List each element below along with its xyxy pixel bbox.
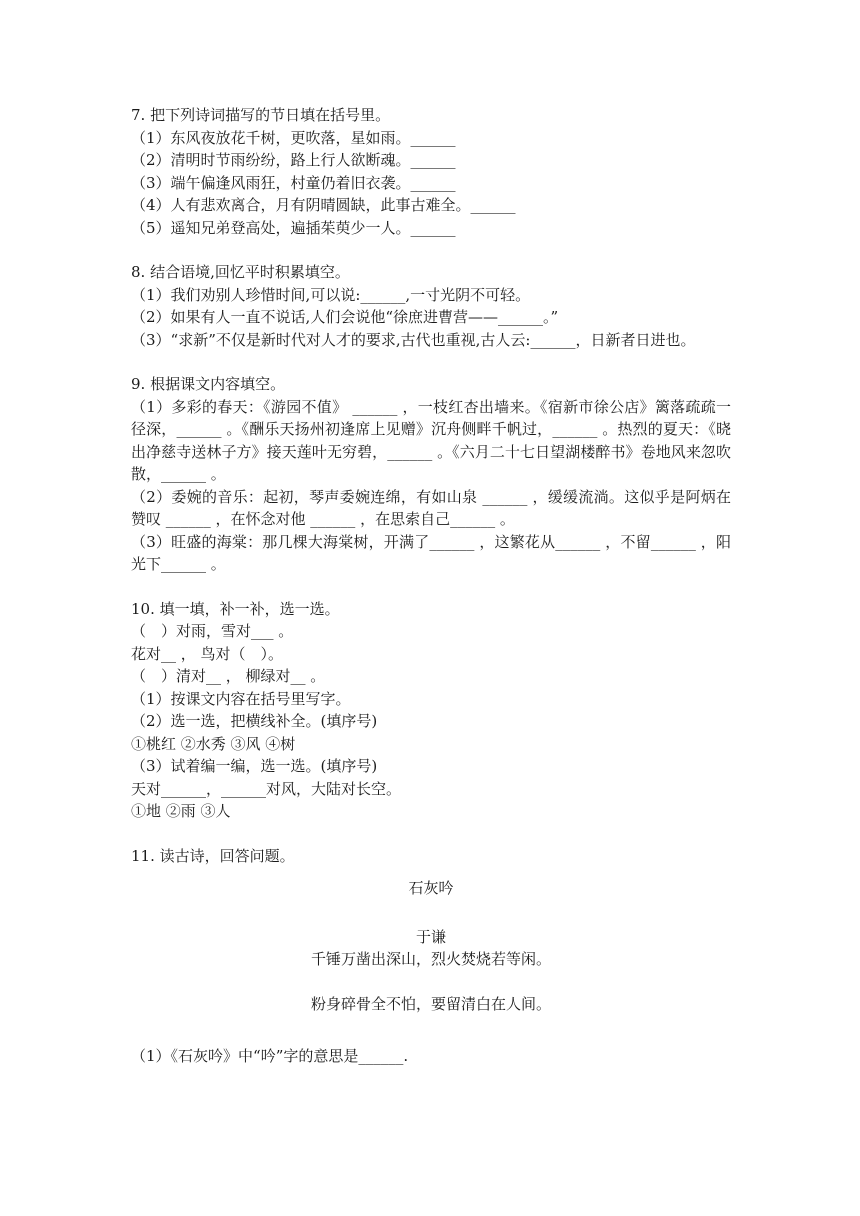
- poem-author: 于谦: [415, 927, 446, 946]
- question-8-item-2: （2）如果有人一直不说话,人们会说他“徐庶进曹营——______。”: [131, 308, 559, 326]
- question-8: [131, 261, 731, 351]
- question-9: [131, 373, 731, 576]
- poem-title: 石灰吟: [408, 879, 454, 897]
- question-8-item-3: （3）“求新”不仅是新时代对人才的要求,古代也重视,古人云:______，日新者日进也。: [131, 330, 696, 349]
- question-11: [131, 845, 731, 1068]
- question-9-title: 9. 根据课文内容填空。: [131, 375, 286, 393]
- question-11-title: 11. 读古诗，回答问题。: [131, 846, 295, 865]
- question-10-line-5: （2）选一选，把横线补全。(填序号): [131, 712, 378, 730]
- question-10-line-3: （ ）清对__ ， 柳绿对__ 。: [131, 667, 326, 685]
- spacer: [131, 351, 731, 373]
- question-10-line-2: 花对__ ， 鸟对（ ）。: [131, 644, 284, 663]
- question-10-line-4: （1）按课文内容在括号里写字。: [131, 689, 351, 708]
- question-7-item-4: （4）人有悲欢离合，月有阴晴圆缺，此事古难全。______: [131, 196, 516, 214]
- question-9-item-1: （1）多彩的春天：《游园不值》 ______ ，一枝红杏出墙来。《宿新市徐公店》篱落疏疏一径深，______ 。《酬乐天扬州初逢席上见赠》沉舟侧畔千帆过，______ 。热烈的夏天：《晓出净慈寺送林子方》接天莲叶无穷碧，______ 。《六月二十七日望湖楼醉书》卷地风来忽吹散，______ 。: [131, 397, 731, 483]
- question-7: [131, 104, 731, 239]
- question-11-item-1: （1）《石灰吟》中“吟”字的意思是______.: [131, 1047, 409, 1065]
- question-10-line-8: 天对______，______对风，大陆对长空。: [131, 779, 402, 798]
- spacer: [131, 239, 731, 261]
- question-7-item-2: （2）清明时节雨纷纷，路上行人欲断魂。______: [131, 151, 456, 169]
- question-8-title: 8. 结合语境,回忆平时积累填空。: [131, 263, 350, 281]
- question-10: [131, 598, 731, 823]
- spacer: [131, 576, 731, 598]
- question-7-item-5: （5）遥知兄弟登高处，遍插茱萸少一人。______: [131, 218, 456, 237]
- spacer: [131, 823, 731, 845]
- question-7-item-3: （3）端午偏逢风雨狂，村童仍着旧衣袭。______: [131, 173, 456, 192]
- question-8-item-1: （1）我们劝别人珍惜时间,可以说:______,一寸光阴不可轻。: [131, 285, 531, 304]
- question-10-line-1: （ ）对雨，雪对___ 。: [131, 622, 294, 640]
- question-10-line-9: ①地 ②雨 ③人: [131, 802, 231, 820]
- question-9-item-3: （3）旺盛的海棠：那几棵大海棠树，开满了______ ，这繁花从______ ，不留______ ，阳光下______ 。: [131, 532, 731, 573]
- question-10-title: 10. 填一填，补一补，选一选。: [131, 599, 340, 618]
- poem-line-2: 粉身碎骨全不怕，要留清白在人间。: [310, 994, 551, 1013]
- question-9-item-2: （2）委婉的音乐：起初，琴声委婉连绵，有如山泉 ______ ，缓缓流淌。这似乎是阿炳在赞叹 ______ ，在怀念对他 ______ ，在思索自己______ 。: [131, 487, 731, 528]
- question-7-item-1: （1）东风夜放花千树，更吹落，星如雨。______: [131, 128, 456, 147]
- question-10-line-6: ①桃红 ②水秀 ③风 ④树: [131, 734, 296, 753]
- question-10-line-7: （3）试着编一编，选一选。(填序号): [131, 757, 378, 775]
- question-7-title: 7. 把下列诗词描写的节日填在括号里。: [131, 106, 391, 124]
- poem-line-1: 千锤万凿出深山，烈火焚烧若等闲。: [310, 950, 551, 968]
- worksheet-content: [131, 104, 731, 1068]
